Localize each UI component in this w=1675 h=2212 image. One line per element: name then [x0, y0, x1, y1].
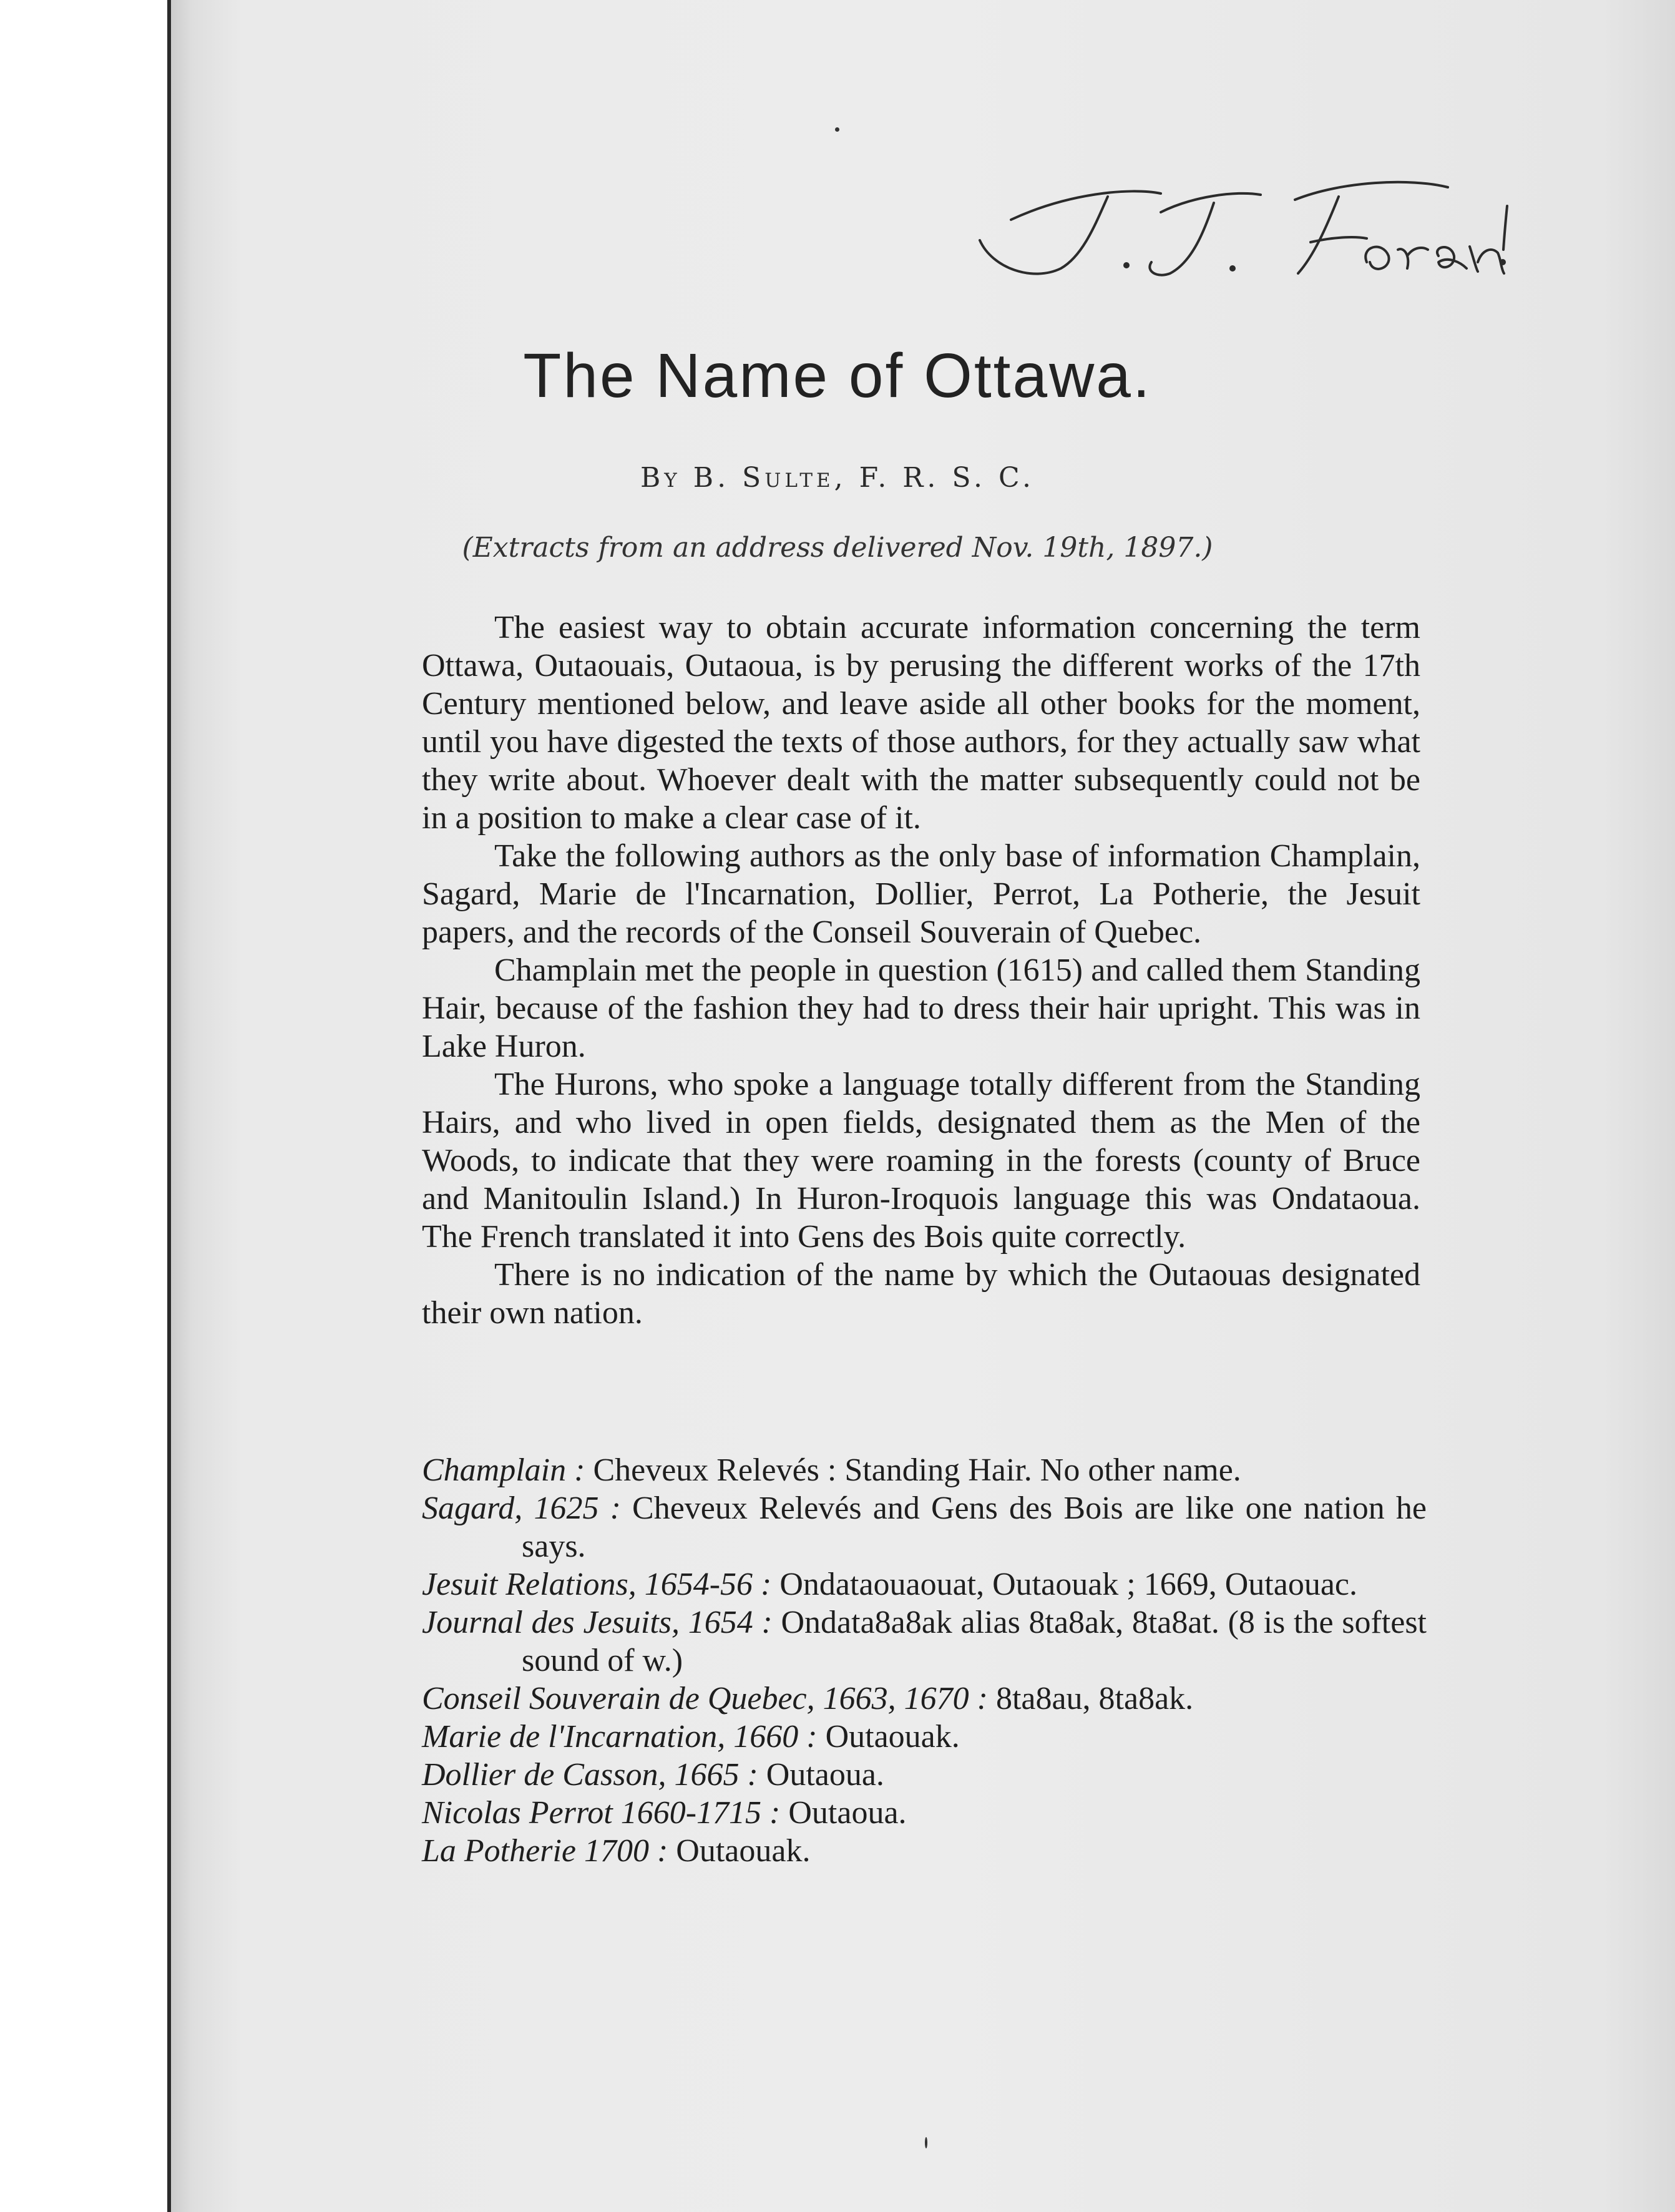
handwritten-signature	[974, 169, 1510, 287]
source-name: La Potherie 1700 :	[422, 1833, 668, 1869]
source-text: Ondata8a8ak alias 8ta8ak, 8ta8at. (8 is the softest sound of w.)	[522, 1605, 1427, 1678]
article-title: The Name of Ottawa.	[523, 341, 1152, 411]
article-body	[422, 609, 1420, 1332]
paragraph: The Hurons, who spoke a language totally different from the Standing Hairs, and who lived in open fields, designated them as the Men of the Woods, to indicate that they were roaming in the forests (county of Bruce and Manitoulin Island.) In Huron-Iroquois language this was Ondataoua. The French translated it into Gens des Bois quite correctly.	[422, 1067, 1420, 1255]
source-entry	[422, 1451, 1427, 1489]
source-text: Cheveux Relevés and Gens des Bois are like one nation he says.	[522, 1490, 1427, 1564]
source-entry	[422, 1603, 1427, 1680]
source-text: Outaouak.	[676, 1833, 811, 1869]
paragraph: Champlain met the people in question (1615) and called them Standing Hair, because of the fashion they had to dress their hair upright. This was in Lake Huron.	[422, 952, 1420, 1064]
source-list	[422, 1451, 1427, 1870]
source-text: Outaoua.	[766, 1757, 884, 1793]
paragraph: The easiest way to obtain accurate information concerning the term Ottawa, Outaouais, Outaoua, is by perusing the different works of the 17th Century mentioned below, and leave aside all other books for the moment, until you have digested the texts of those authors, for they actually saw what they write about. Whoever dealt with the matter subsequently could not be in a position to make a clear case of it.	[422, 610, 1420, 836]
source-name: Nicolas Perrot 1660-1715 :	[422, 1795, 781, 1831]
source-entry	[422, 1756, 1427, 1794]
source-text: Cheveux Relevés : Standing Hair. No other name.	[593, 1452, 1241, 1488]
source-entry	[422, 1718, 1427, 1756]
source-entry	[422, 1489, 1427, 1565]
source-entry	[422, 1565, 1427, 1603]
source-name: Dollier de Casson, 1665 :	[422, 1757, 758, 1793]
scan-speck	[835, 127, 839, 132]
source-name: Jesuit Relations, 1654-56 :	[422, 1567, 772, 1602]
source-text: Outaoua.	[788, 1795, 907, 1831]
source-name: Journal des Jesuits, 1654 :	[422, 1605, 773, 1640]
page-margin	[0, 0, 167, 2212]
source-text: Outaouak.	[825, 1719, 960, 1754]
scan-speck	[925, 2137, 927, 2148]
source-entry	[422, 1794, 1427, 1832]
paragraph: There is no indication of the name by which the Outaouas designated their own nation.	[422, 1257, 1420, 1331]
source-name: Marie de l'Incarnation, 1660 :	[422, 1719, 818, 1754]
source-name: Champlain :	[422, 1452, 585, 1488]
source-text: 8ta8au, 8ta8ak.	[995, 1681, 1194, 1716]
article-subtitle: (Extracts from an address delivered Nov. 19th, 1897.)	[462, 532, 1213, 564]
source-entry	[422, 1680, 1427, 1718]
source-entry	[422, 1832, 1427, 1870]
author-byline: By B. Sulte, F. R. S. C.	[640, 462, 1035, 494]
source-name: Conseil Souverain de Quebec, 1663, 1670 :	[422, 1681, 988, 1716]
paragraph: Take the following authors as the only base of information Champlain, Sagard, Marie de l'Incarnation, Dollier, Perrot, La Potherie, the Jesuit papers, and the records of the Conseil Souverain of Quebec.	[422, 838, 1420, 950]
source-name: Sagard, 1625 :	[422, 1490, 621, 1526]
source-text: Ondataouaouat, Outaouak ; 1669, Outaouac.	[779, 1567, 1357, 1602]
